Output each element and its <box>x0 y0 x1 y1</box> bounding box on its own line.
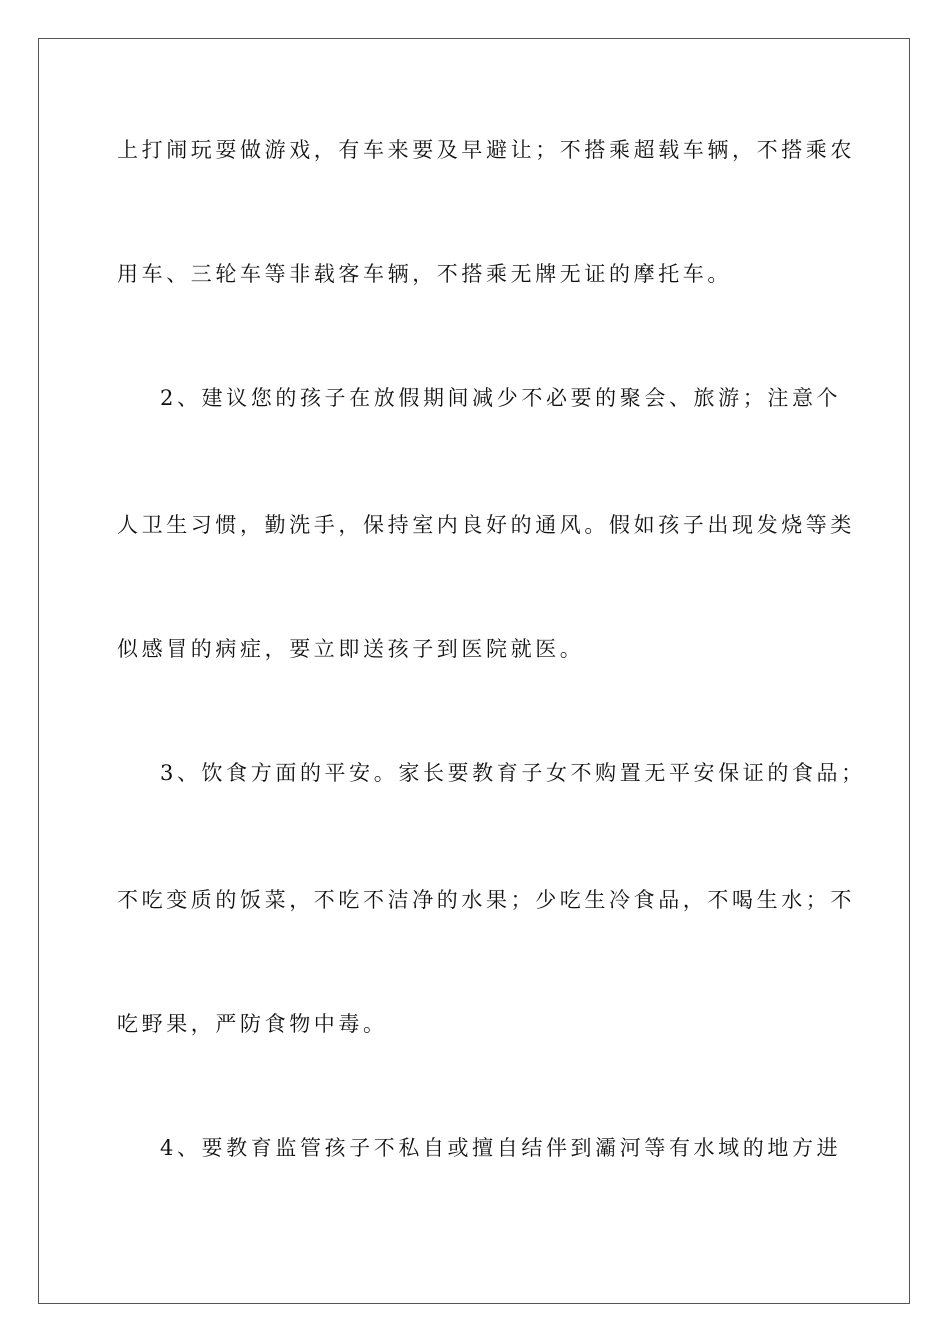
paragraph-line: 用车、三轮车等非载客车辆，不搭乘无牌无证的摩托车。 <box>117 262 732 286</box>
page-border <box>38 38 910 1304</box>
paragraph-line: 上打闹玩耍做游戏，有车来要及早避让；不搭乘超载车辆，不搭乘农 <box>117 138 855 162</box>
paragraph-line: 不吃变质的饭菜，不吃不洁净的水果；少吃生冷食品，不喝生水；不 <box>117 888 855 912</box>
paragraph-line: 人卫生习惯，勤洗手，保持室内良好的通风。假如孩子出现发烧等类 <box>117 513 855 537</box>
paragraph-line: 似感冒的病症，要立即送孩子到医院就医。 <box>117 637 585 661</box>
paragraph-line: 3、饮食方面的平安。家长要教育子女不购置无平安保证的食品； <box>160 761 866 785</box>
paragraph-line: 4、要教育监管孩子不私自或擅自结伴到灞河等有水域的地方进 <box>160 1136 842 1160</box>
paragraph-line: 吃野果，严防食物中毒。 <box>117 1012 388 1036</box>
paragraph-line: 2、建议您的孩子在放假期间减少不必要的聚会、旅游；注意个 <box>160 386 842 410</box>
